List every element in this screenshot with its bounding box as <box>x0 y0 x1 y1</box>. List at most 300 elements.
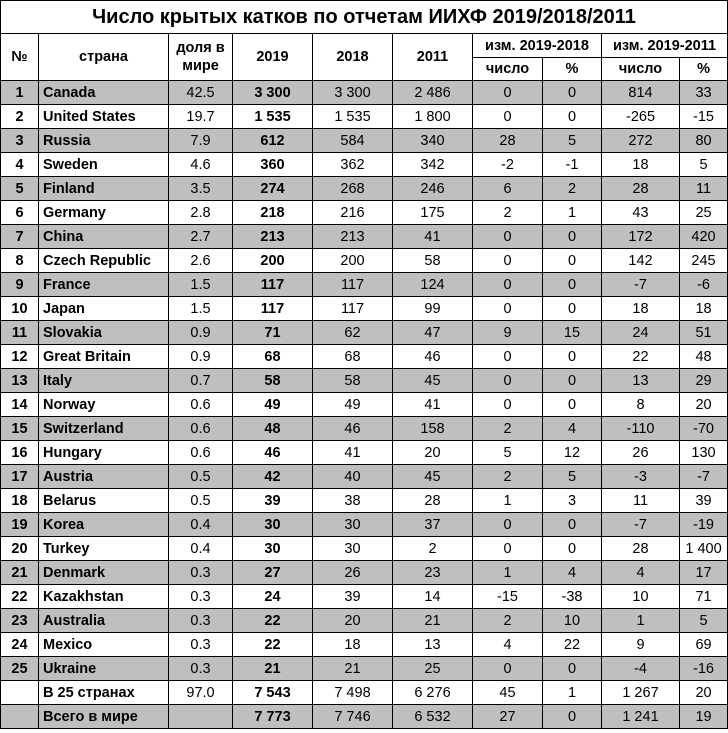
cell-2018: 30 <box>313 513 393 537</box>
cell-change2-pct: -6 <box>680 273 728 297</box>
table-row <box>1 177 728 201</box>
cell-change1-count: 0 <box>473 273 543 297</box>
cell-2011: 124 <box>393 273 473 297</box>
cell-rank: 18 <box>1 489 39 513</box>
cell-change2-pct: 20 <box>680 393 728 417</box>
cell-2011: 246 <box>393 177 473 201</box>
cell-2018: 39 <box>313 585 393 609</box>
cell-2019: 612 <box>233 129 313 153</box>
cell-change1-count: -15 <box>473 585 543 609</box>
cell-change2-pct: 245 <box>680 249 728 273</box>
cell-share: 0.5 <box>169 465 233 489</box>
cell-2018: 46 <box>313 417 393 441</box>
cell-2018: 584 <box>313 129 393 153</box>
header-share: доля в мире <box>169 34 233 81</box>
cell-change1-count: 0 <box>473 345 543 369</box>
cell-share: 0.3 <box>169 633 233 657</box>
cell-2011: 20 <box>393 441 473 465</box>
cell-change1-pct: 0 <box>543 657 602 681</box>
header-2011: 2011 <box>393 34 473 81</box>
cell-change1-count: 0 <box>473 297 543 321</box>
header-2019: 2019 <box>233 34 313 81</box>
cell-2018: 117 <box>313 273 393 297</box>
cell-change2-pct: 51 <box>680 321 728 345</box>
cell-share: 2.8 <box>169 201 233 225</box>
cell-2018: 213 <box>313 225 393 249</box>
table-row <box>1 201 728 225</box>
cell-share: 0.3 <box>169 561 233 585</box>
cell-change1-count: 0 <box>473 249 543 273</box>
cell-change2-pct: -70 <box>680 417 728 441</box>
cell-2018: 58 <box>313 369 393 393</box>
cell-2011: 41 <box>393 393 473 417</box>
cell-2019: 71 <box>233 321 313 345</box>
cell-share: 0.9 <box>169 345 233 369</box>
cell-total-label: В 25 странах <box>39 681 169 705</box>
cell-2011: 6 276 <box>393 681 473 705</box>
cell-change2-pct: 420 <box>680 225 728 249</box>
cell-rank: 20 <box>1 537 39 561</box>
cell-change1-pct: 0 <box>543 393 602 417</box>
table-row <box>1 633 728 657</box>
cell-2018: 7 498 <box>313 681 393 705</box>
cell-2011: 23 <box>393 561 473 585</box>
cell-change1-pct: -38 <box>543 585 602 609</box>
cell-change2-count: 4 <box>602 561 680 585</box>
cell-2018: 1 535 <box>313 105 393 129</box>
cell-change2-count: 11 <box>602 489 680 513</box>
cell-share: 0.6 <box>169 393 233 417</box>
cell-change2-pct: 29 <box>680 369 728 393</box>
cell-rank: 12 <box>1 345 39 369</box>
cell-2011: 340 <box>393 129 473 153</box>
cell-share <box>169 705 233 729</box>
table-row <box>1 393 728 417</box>
cell-2019: 30 <box>233 513 313 537</box>
cell-2011: 99 <box>393 297 473 321</box>
table-row <box>1 417 728 441</box>
cell-share: 0.3 <box>169 609 233 633</box>
cell-change1-pct: 2 <box>543 177 602 201</box>
cell-change1-count: 0 <box>473 81 543 105</box>
table-row <box>1 345 728 369</box>
cell-country: Japan <box>39 297 169 321</box>
cell-change2-pct: -15 <box>680 105 728 129</box>
cell-2011: 2 486 <box>393 81 473 105</box>
cell-2019: 42 <box>233 465 313 489</box>
cell-change2-count: 814 <box>602 81 680 105</box>
cell-change2-pct: 1 400 <box>680 537 728 561</box>
cell-2011: 158 <box>393 417 473 441</box>
cell-change1-count: 2 <box>473 201 543 225</box>
table-row <box>1 441 728 465</box>
cell-2019: 21 <box>233 657 313 681</box>
cell-country: Canada <box>39 81 169 105</box>
cell-rank: 6 <box>1 201 39 225</box>
cell-country: Italy <box>39 369 169 393</box>
cell-rank: 23 <box>1 609 39 633</box>
table-row <box>1 369 728 393</box>
cell-rank: 21 <box>1 561 39 585</box>
cell-change2-count: -4 <box>602 657 680 681</box>
cell-2011: 41 <box>393 225 473 249</box>
cell-2018: 38 <box>313 489 393 513</box>
cell-change1-pct: 4 <box>543 417 602 441</box>
cell-2011: 6 532 <box>393 705 473 729</box>
cell-change2-count: 1 <box>602 609 680 633</box>
cell-2018: 30 <box>313 537 393 561</box>
cell-change2-pct: 18 <box>680 297 728 321</box>
cell-2018: 68 <box>313 345 393 369</box>
cell-change2-count: 13 <box>602 369 680 393</box>
cell-rank: 5 <box>1 177 39 201</box>
cell-2011: 45 <box>393 465 473 489</box>
cell-rank: 9 <box>1 273 39 297</box>
header-country: страна <box>39 34 169 81</box>
cell-change1-pct: 15 <box>543 321 602 345</box>
cell-change1-count: 28 <box>473 129 543 153</box>
cell-change2-count: 18 <box>602 153 680 177</box>
cell-share: 1.5 <box>169 297 233 321</box>
cell-rank: 7 <box>1 225 39 249</box>
cell-rank: 16 <box>1 441 39 465</box>
cell-change1-pct: 10 <box>543 609 602 633</box>
cell-share: 0.9 <box>169 321 233 345</box>
cell-change1-count: 1 <box>473 489 543 513</box>
cell-country: Hungary <box>39 441 169 465</box>
cell-2019: 27 <box>233 561 313 585</box>
cell-2011: 1 800 <box>393 105 473 129</box>
cell-change2-count: 22 <box>602 345 680 369</box>
cell-2019: 7 543 <box>233 681 313 705</box>
header-change1-pct: % <box>543 58 602 81</box>
cell-rank: 8 <box>1 249 39 273</box>
cell-change2-pct: 33 <box>680 81 728 105</box>
cell-country: Norway <box>39 393 169 417</box>
table-row <box>1 321 728 345</box>
cell-2018: 41 <box>313 441 393 465</box>
cell-2018: 26 <box>313 561 393 585</box>
cell-change1-pct: 0 <box>543 297 602 321</box>
cell-change2-pct: 5 <box>680 153 728 177</box>
totals-row <box>1 681 728 705</box>
cell-country: Sweden <box>39 153 169 177</box>
cell-share: 0.3 <box>169 585 233 609</box>
cell-2019: 274 <box>233 177 313 201</box>
cell-change1-pct: 5 <box>543 129 602 153</box>
cell-change2-pct: -19 <box>680 513 728 537</box>
cell-change2-count: 8 <box>602 393 680 417</box>
cell-country: Czech Republic <box>39 249 169 273</box>
cell-country: Australia <box>39 609 169 633</box>
cell-change1-count: 0 <box>473 537 543 561</box>
cell-2019: 49 <box>233 393 313 417</box>
cell-change2-count: 142 <box>602 249 680 273</box>
cell-change2-pct: 80 <box>680 129 728 153</box>
cell-change2-pct: 19 <box>680 705 728 729</box>
cell-2011: 21 <box>393 609 473 633</box>
cell-change1-pct: 0 <box>543 81 602 105</box>
cell-2018: 7 746 <box>313 705 393 729</box>
cell-rank: 22 <box>1 585 39 609</box>
cell-rank-empty <box>1 705 39 729</box>
header-change-2019-2018: изм. 2019-2018 <box>473 34 602 58</box>
cell-2019: 68 <box>233 345 313 369</box>
cell-2019: 39 <box>233 489 313 513</box>
cell-change1-pct: 22 <box>543 633 602 657</box>
cell-country: United States <box>39 105 169 129</box>
cell-2011: 58 <box>393 249 473 273</box>
cell-share: 7.9 <box>169 129 233 153</box>
table-row <box>1 609 728 633</box>
cell-change2-pct: -16 <box>680 657 728 681</box>
cell-change2-count: -3 <box>602 465 680 489</box>
cell-change2-count: 272 <box>602 129 680 153</box>
table-title: Число крытых катков по отчетам ИИХФ 2019/2018/2011 <box>1 1 728 34</box>
cell-2019: 360 <box>233 153 313 177</box>
cell-change2-count: 28 <box>602 537 680 561</box>
cell-rank: 15 <box>1 417 39 441</box>
cell-change2-count: 1 267 <box>602 681 680 705</box>
cell-2018: 49 <box>313 393 393 417</box>
cell-share: 0.4 <box>169 513 233 537</box>
cell-change2-count: -7 <box>602 513 680 537</box>
header-2018: 2018 <box>313 34 393 81</box>
cell-change1-pct: 0 <box>543 273 602 297</box>
cell-2011: 14 <box>393 585 473 609</box>
cell-change1-pct: 0 <box>543 537 602 561</box>
header-num: № <box>1 34 39 81</box>
cell-change1-pct: 0 <box>543 225 602 249</box>
cell-rank: 10 <box>1 297 39 321</box>
cell-change1-count: -2 <box>473 153 543 177</box>
cell-rank: 24 <box>1 633 39 657</box>
cell-2019: 3 300 <box>233 81 313 105</box>
cell-2019: 1 535 <box>233 105 313 129</box>
cell-2019: 200 <box>233 249 313 273</box>
cell-country: Kazakhstan <box>39 585 169 609</box>
cell-share: 1.5 <box>169 273 233 297</box>
cell-change2-count: -7 <box>602 273 680 297</box>
cell-2011: 13 <box>393 633 473 657</box>
cell-change2-count: 10 <box>602 585 680 609</box>
cell-share: 19.7 <box>169 105 233 129</box>
cell-change1-pct: 0 <box>543 105 602 129</box>
table-row <box>1 489 728 513</box>
cell-change1-pct: 0 <box>543 369 602 393</box>
cell-2011: 37 <box>393 513 473 537</box>
cell-change2-pct: 20 <box>680 681 728 705</box>
cell-2019: 117 <box>233 297 313 321</box>
cell-share: 0.5 <box>169 489 233 513</box>
cell-change1-pct: 1 <box>543 681 602 705</box>
cell-country: Denmark <box>39 561 169 585</box>
cell-rank-empty <box>1 681 39 705</box>
cell-country: Slovakia <box>39 321 169 345</box>
cell-share: 0.4 <box>169 537 233 561</box>
header-change2-count: число <box>602 58 680 81</box>
cell-country: Mexico <box>39 633 169 657</box>
cell-2011: 25 <box>393 657 473 681</box>
cell-rank: 2 <box>1 105 39 129</box>
cell-change1-pct: 12 <box>543 441 602 465</box>
cell-country: Switzerland <box>39 417 169 441</box>
totals-row <box>1 705 728 729</box>
cell-2019: 7 773 <box>233 705 313 729</box>
cell-change2-count: 43 <box>602 201 680 225</box>
cell-2011: 2 <box>393 537 473 561</box>
cell-country: China <box>39 225 169 249</box>
cell-change2-count: 9 <box>602 633 680 657</box>
header-change2-pct: % <box>680 58 728 81</box>
cell-rank: 4 <box>1 153 39 177</box>
cell-total-label: Всего в мире <box>39 705 169 729</box>
cell-change1-pct: 1 <box>543 201 602 225</box>
cell-change2-pct: 48 <box>680 345 728 369</box>
table-row <box>1 273 728 297</box>
cell-share: 0.6 <box>169 441 233 465</box>
cell-2011: 47 <box>393 321 473 345</box>
table-row <box>1 153 728 177</box>
header-change1-count: число <box>473 58 543 81</box>
table-row <box>1 513 728 537</box>
cell-change2-count: 26 <box>602 441 680 465</box>
cell-share: 0.3 <box>169 657 233 681</box>
cell-change2-pct: -7 <box>680 465 728 489</box>
cell-rank: 14 <box>1 393 39 417</box>
cell-change1-count: 0 <box>473 105 543 129</box>
cell-2011: 175 <box>393 201 473 225</box>
cell-2019: 30 <box>233 537 313 561</box>
cell-change2-count: 172 <box>602 225 680 249</box>
table-row <box>1 105 728 129</box>
cell-share: 42.5 <box>169 81 233 105</box>
cell-change2-pct: 25 <box>680 201 728 225</box>
cell-change1-count: 0 <box>473 513 543 537</box>
cell-country: Turkey <box>39 537 169 561</box>
cell-change1-pct: -1 <box>543 153 602 177</box>
cell-change2-pct: 11 <box>680 177 728 201</box>
table-body <box>1 81 728 729</box>
cell-2011: 28 <box>393 489 473 513</box>
cell-change2-pct: 71 <box>680 585 728 609</box>
cell-change1-count: 4 <box>473 633 543 657</box>
cell-2019: 46 <box>233 441 313 465</box>
cell-country: Belarus <box>39 489 169 513</box>
cell-rank: 19 <box>1 513 39 537</box>
table-row <box>1 225 728 249</box>
cell-2011: 45 <box>393 369 473 393</box>
table-row <box>1 585 728 609</box>
cell-country: France <box>39 273 169 297</box>
cell-2019: 48 <box>233 417 313 441</box>
cell-change1-count: 1 <box>473 561 543 585</box>
cell-country: Great Britain <box>39 345 169 369</box>
cell-change1-pct: 4 <box>543 561 602 585</box>
cell-change2-pct: 130 <box>680 441 728 465</box>
cell-change1-count: 5 <box>473 441 543 465</box>
cell-2018: 62 <box>313 321 393 345</box>
cell-change1-count: 45 <box>473 681 543 705</box>
cell-change1-pct: 5 <box>543 465 602 489</box>
cell-country: Austria <box>39 465 169 489</box>
table-row <box>1 129 728 153</box>
cell-change2-count: -110 <box>602 417 680 441</box>
cell-change2-pct: 39 <box>680 489 728 513</box>
cell-share: 3.5 <box>169 177 233 201</box>
cell-rank: 1 <box>1 81 39 105</box>
cell-2018: 362 <box>313 153 393 177</box>
cell-2018: 216 <box>313 201 393 225</box>
cell-rank: 11 <box>1 321 39 345</box>
cell-change1-count: 0 <box>473 225 543 249</box>
cell-2018: 3 300 <box>313 81 393 105</box>
cell-2019: 22 <box>233 633 313 657</box>
cell-rank: 13 <box>1 369 39 393</box>
cell-change2-count: 28 <box>602 177 680 201</box>
cell-change2-pct: 17 <box>680 561 728 585</box>
cell-2018: 40 <box>313 465 393 489</box>
cell-change1-count: 0 <box>473 369 543 393</box>
cell-change1-count: 2 <box>473 609 543 633</box>
cell-2011: 46 <box>393 345 473 369</box>
table-row <box>1 81 728 105</box>
table-row <box>1 657 728 681</box>
cell-share: 0.7 <box>169 369 233 393</box>
cell-change1-pct: 0 <box>543 345 602 369</box>
cell-country: Korea <box>39 513 169 537</box>
cell-change2-count: 1 241 <box>602 705 680 729</box>
cell-change1-pct: 0 <box>543 249 602 273</box>
cell-2019: 58 <box>233 369 313 393</box>
cell-2019: 117 <box>233 273 313 297</box>
cell-2018: 268 <box>313 177 393 201</box>
cell-change1-count: 27 <box>473 705 543 729</box>
cell-change1-count: 9 <box>473 321 543 345</box>
cell-change1-count: 0 <box>473 657 543 681</box>
cell-rank: 25 <box>1 657 39 681</box>
cell-2019: 213 <box>233 225 313 249</box>
cell-country: Ukraine <box>39 657 169 681</box>
cell-2018: 20 <box>313 609 393 633</box>
cell-share: 0.6 <box>169 417 233 441</box>
cell-country: Russia <box>39 129 169 153</box>
cell-change2-count: 18 <box>602 297 680 321</box>
cell-change1-count: 2 <box>473 417 543 441</box>
cell-2018: 200 <box>313 249 393 273</box>
cell-country: Germany <box>39 201 169 225</box>
table-row <box>1 297 728 321</box>
cell-share: 97.0 <box>169 681 233 705</box>
table-row <box>1 537 728 561</box>
table-row <box>1 465 728 489</box>
cell-2019: 22 <box>233 609 313 633</box>
cell-change1-count: 0 <box>473 393 543 417</box>
table-row <box>1 561 728 585</box>
cell-share: 4.6 <box>169 153 233 177</box>
cell-2018: 117 <box>313 297 393 321</box>
cell-2011: 342 <box>393 153 473 177</box>
cell-share: 2.7 <box>169 225 233 249</box>
cell-country: Finland <box>39 177 169 201</box>
cell-share: 2.6 <box>169 249 233 273</box>
cell-change2-pct: 69 <box>680 633 728 657</box>
cell-change1-count: 2 <box>473 465 543 489</box>
cell-2018: 18 <box>313 633 393 657</box>
cell-change2-count: -265 <box>602 105 680 129</box>
cell-2019: 24 <box>233 585 313 609</box>
cell-change1-count: 6 <box>473 177 543 201</box>
